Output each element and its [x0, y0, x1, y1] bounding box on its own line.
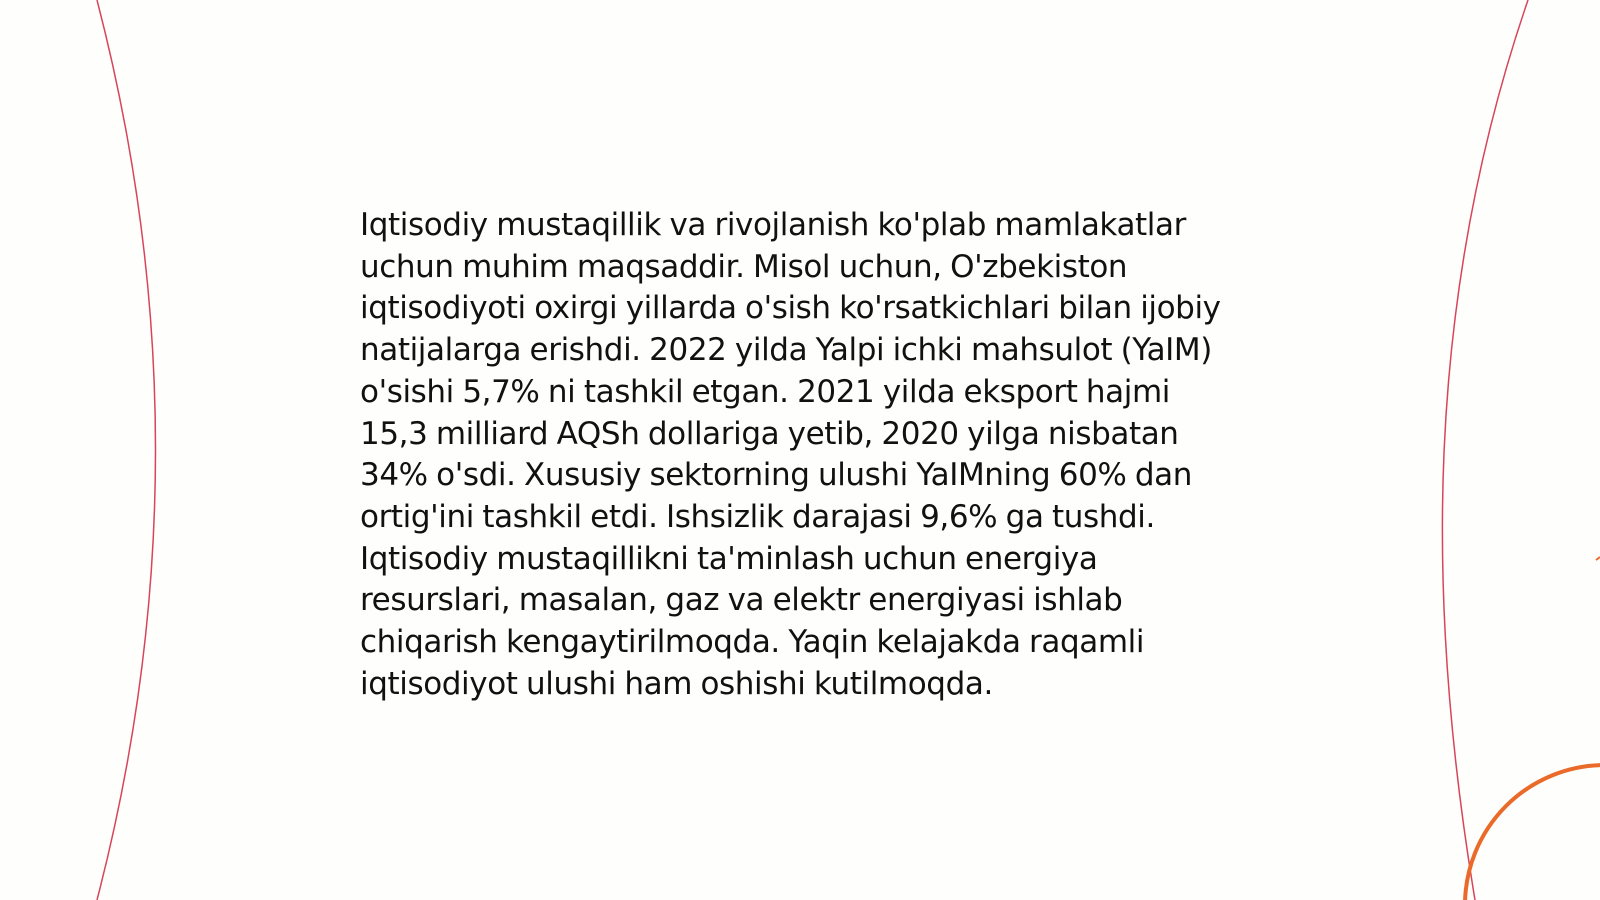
- left-curve-line: [97, 0, 156, 900]
- right-curve-line: [1442, 0, 1528, 900]
- slide-body-text: Iqtisodiy mustaqillik va rivojlanish ko'plab mamlakatlar uchun muhim maqsaddir. Misol uchun, O'zbekiston iqtisodiyoti oxirgi yillarda o'sish ko'rsatkichlari bilan ijobiy natijalarga erishdi. 2022 yilda Yalpi ichki mahsulot (YaIM) o'sishi 5,7% ni tashkil etgan. 2021 yilda eksport hajmi 15,3 milliard AQSh dollariga yetib, 2020 yilga nisbatan 34% o'sdi. Xususiy sektorning ulushi YaIMning 60% dan ortig'ini tashkil etdi. Ishsizlik darajasi 9,6% ga tushdi. Iqtisodiy mustaqillikni ta'minlash uchun energiya resurslari, masalan, gaz va elektr energiyasi ishlab chiqarish kengaytirilmoqda. Yaqin kelajakda raqamli iqtisodiyot ulushi ham oshishi kutilmoqda.: [360, 207, 1221, 702]
- right-edge-mark: [1596, 557, 1600, 560]
- accent-circle: [1465, 765, 1600, 900]
